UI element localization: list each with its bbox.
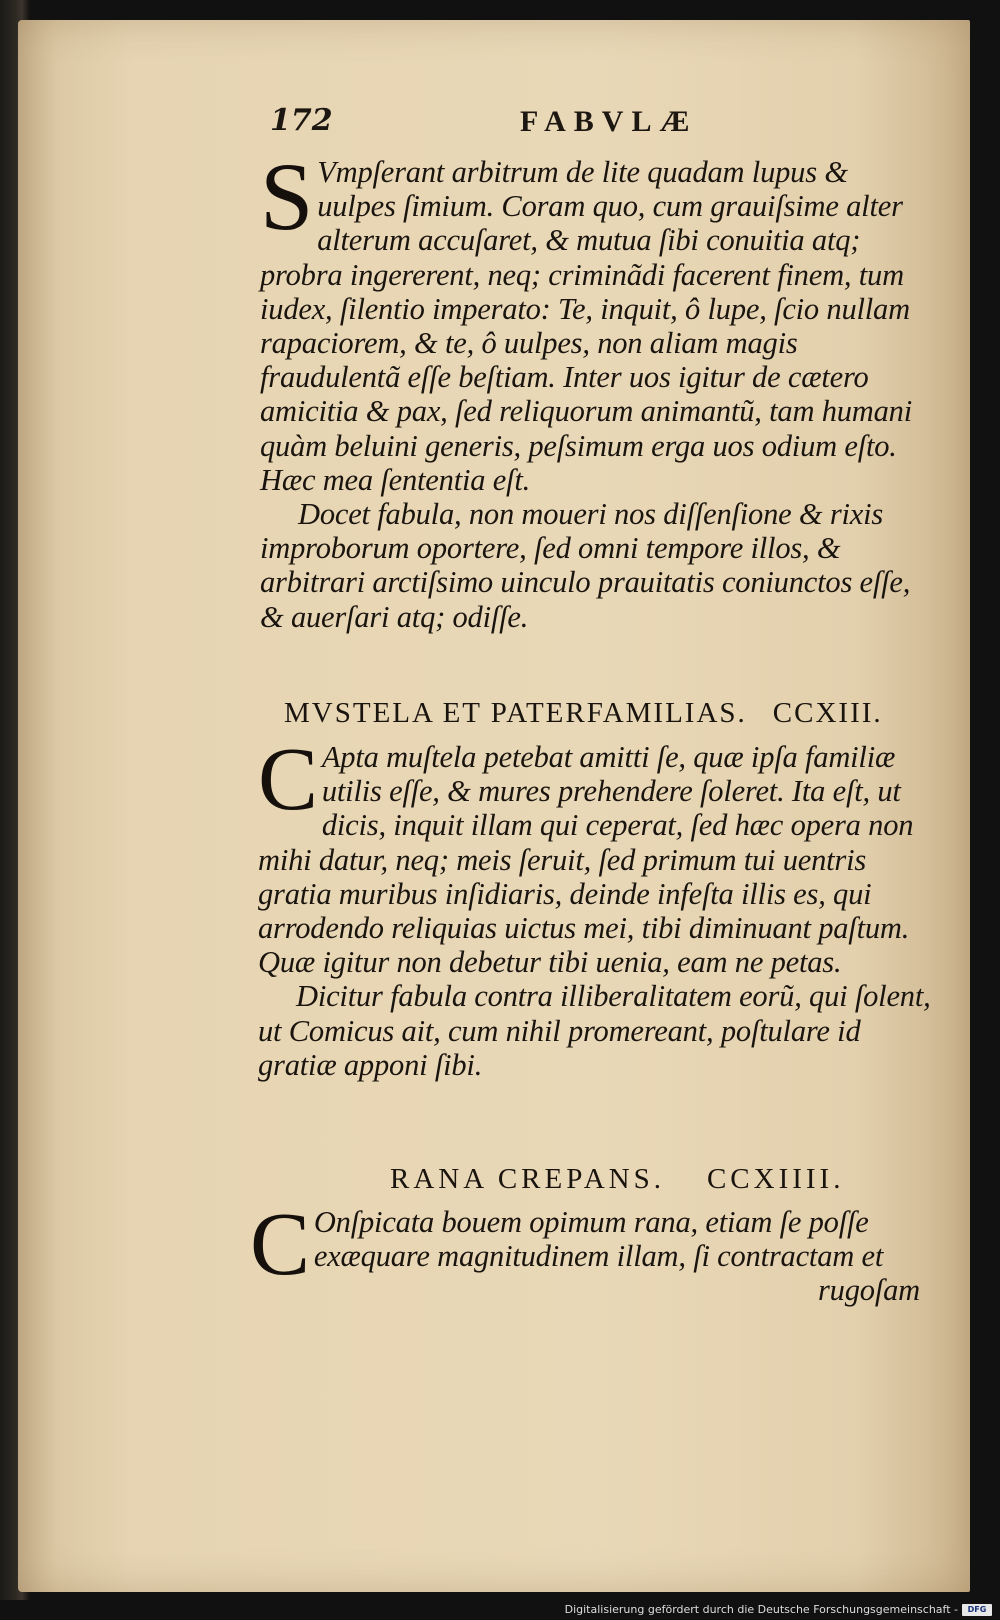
fable-1-body: arbitrum de lite quadam lupus & uulpes ſimium. Coram quo, cum grauiſsime alter alterum accuſaret, & mutua ſibi conuitia atq; probra ingererent, neq; criminãdi facerent finem, tum iudex, ſilentio imperato: Te, inquit, ô lupe, ſcio nullam rapaciorem, & te, ô uulpes, non aliam magis fraudulentã eſſe beſtiam. Inter uos igitur de cætero amicitia & pax, ſed reliquorum animantũ, tam humani quàm beluini generis, peſsimum erga uos odium eſto. Hæc mea ſententia eſt.	[260, 155, 912, 497]
fable-2-title: MVSTELA ET PATERFAMILIAS.	[284, 697, 747, 729]
fable-1	[260, 143, 932, 634]
fable-1-moral: Docet fabula, non moueri nos diſſenſione & rixis improborum oportere, ſed omni tempore illos, & arbitrari arctiſsimo uinculo prauitatis coniunctos eſſe, & auerſari atq; odiſſe.	[260, 497, 911, 634]
running-head: FABVLÆ	[520, 105, 698, 138]
catchword: rugoſam	[818, 1273, 920, 1308]
fable-3-body: bouem opimum rana, etiam ſe poſſe exæquare magnitudinem illam, ſi contractam et	[313, 1205, 884, 1274]
fable-3-heading	[390, 1163, 844, 1196]
fable-2	[258, 730, 934, 1082]
fable-1-first-word: Vmpſerant	[317, 155, 445, 189]
drop-cap-initial: C	[250, 1195, 310, 1294]
digitization-footer	[0, 1600, 1000, 1620]
fable-3-title: RANA CREPANS.	[390, 1163, 665, 1195]
fable-3-number: CCXIIII.	[706, 1163, 845, 1195]
fable-2-number: CCXIII.	[772, 697, 883, 729]
page-number: 172	[270, 103, 333, 138]
fable-3	[250, 1195, 936, 1308]
fable-2-moral: Dicitur fabula contra illiberalitatem eorũ, qui ſolent, ut Comicus ait, cum nihil promereant, poſtulare id gratiæ apponi ſibi.	[258, 979, 931, 1082]
fable-2-first-word: Apta	[321, 740, 379, 774]
footer-credit-text: Digitalisierung gefördert durch die Deutsche Forschungsgemeinschaft -	[564, 1603, 958, 1616]
page-header	[270, 103, 970, 143]
fable-2-body-paragraph	[258, 730, 934, 980]
fable-2-heading	[284, 697, 883, 730]
drop-cap-initial: C	[258, 730, 318, 829]
fable-2-body: muſtela petebat amitti ſe, quæ ipſa familiæ utilis eſſe, & mures prehendere ſoleret. Ita eſt, ut dicis, inquit illam qui ceperat, ſed hæc opera non mihi datur, neq; meis ſeruit, ſed primum tui uentris gratia muribus inſidiaris, deinde infeſta illis es, qui arrodendo reliquias uictus mei, tibi diminuant paſtum. Quæ igitur non debetur tibi uenia, eam ne petas.	[258, 740, 914, 980]
dfg-logo-icon: DFG	[962, 1604, 992, 1616]
fable-3-first-word: Onſpicata	[313, 1205, 435, 1239]
drop-cap-initial: S	[260, 143, 314, 250]
fable-1-body-paragraph	[260, 143, 932, 497]
